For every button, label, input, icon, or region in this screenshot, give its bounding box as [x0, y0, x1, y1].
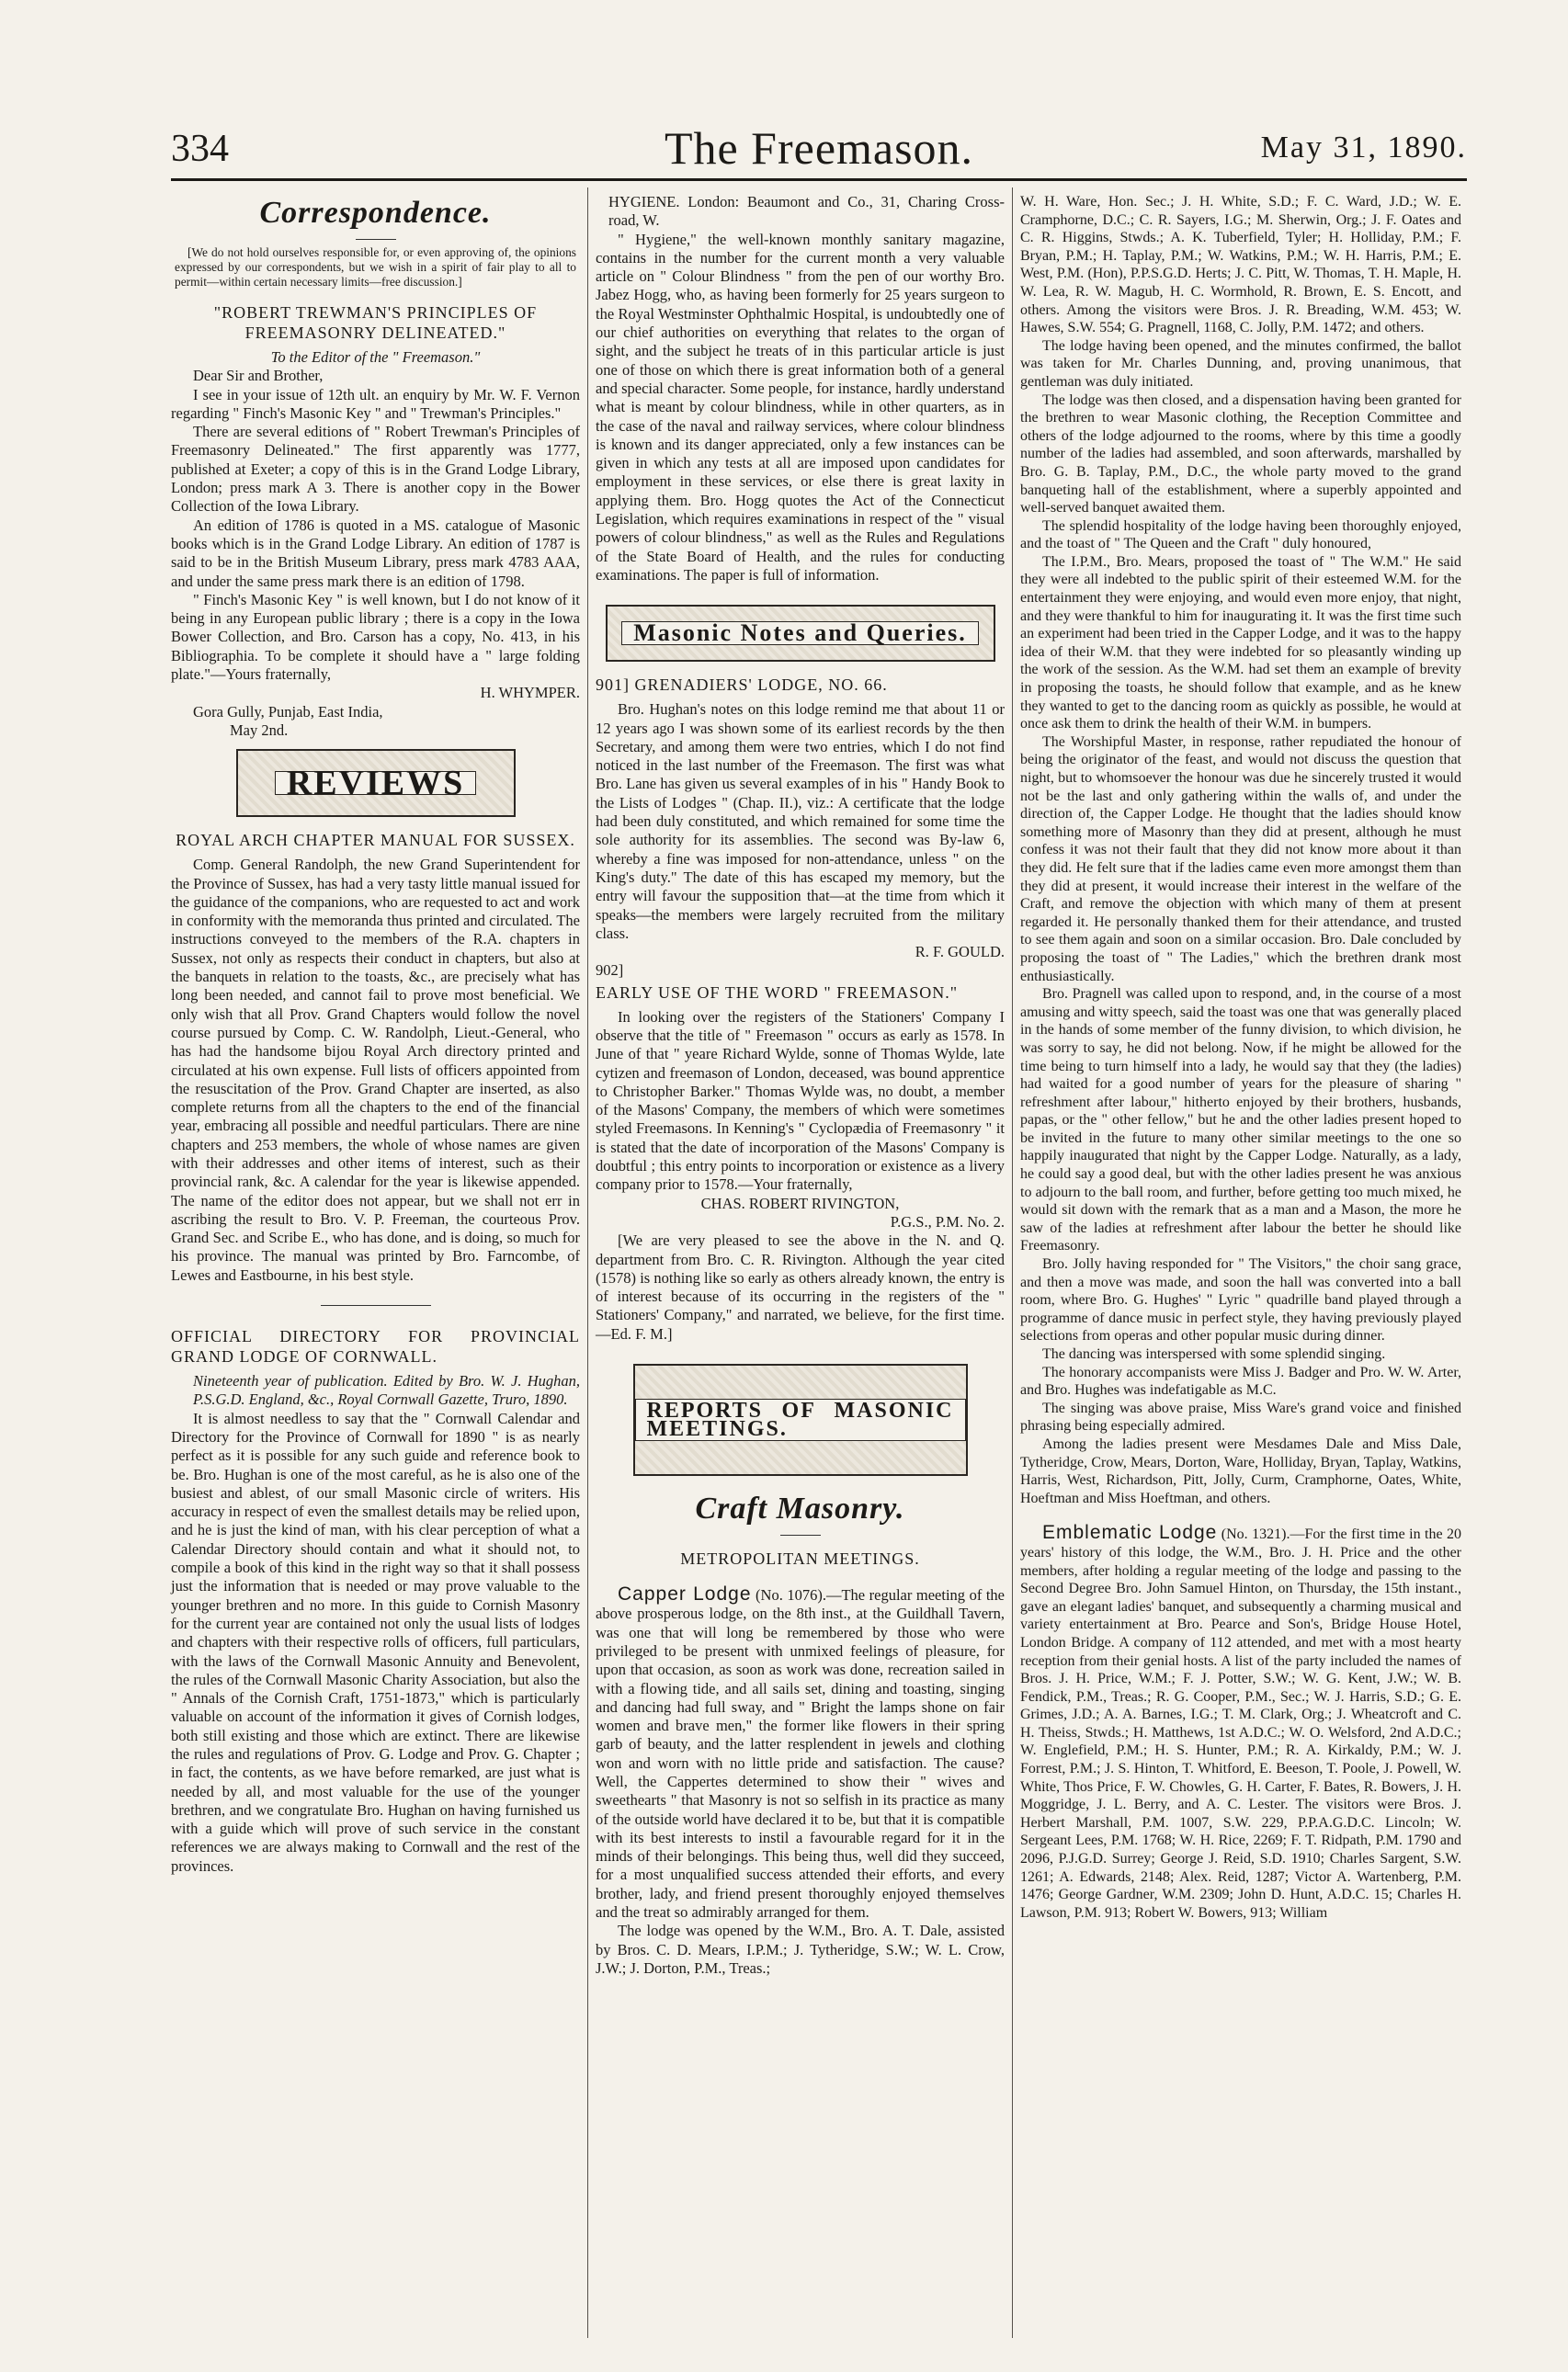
report-paragraph: Bro. Pragnell was called upon to respond, and, in the course of a most amusing and witty speech, said the toast was one that was generally placed in the hands of some member of the funny division, to which division, he was sorry to say, he did not belong. Now, if he might be allowed for the time being to turn himself into a lady, he would say that they (the ladies) had waited for a good number of years for the pleasure of sharing " refreshment after labour," hitherto enjoyed by their brothers, husbands, papas, or the " other fellow," but he and the other ladies present hoped to be invited in the future to many other similar meetings to the one so happily inaugurated that night by the Capper Lodge. Naturally, as a lady, he could say a good deal, but with the other ladies present he was anxious to adjourn to the ball room, and further, before getting too much mixed, he would sit down with the remark that as a man and a Mason, the more he saw of the ladies at refreshment after labour the better he should like Freemasonry. [1020, 986, 1461, 1254]
report-paragraph: The I.P.M., Bro. Mears, proposed the toast of " The W.M." He said they were all indebted to the public spirit of their esteemed W.M. for the entertainment they were enjoying, and would even more enjoy, that night, and they were thankful to him for inaugurating it. It was the first time such an experiment had been tried in the Capper Lodge, and it was to the happy idea of their W.M. that they were indebted for so pleasantly winding up the work of the session. As the W.M. had set them an example of brevity in proposing the toasts, he should follow that example, and as he knew they wanted to get to the dancing room as quickly as possible, he would at once ask them to drink the health of their W.M. in bumpers. [1020, 553, 1461, 732]
divider [356, 239, 396, 240]
craft-masonry-heading: Craft Masonry. [695, 1492, 905, 1526]
letter-place: Gora Gully, Punjab, East India, [193, 702, 383, 721]
report-paragraph: Among the ladies present were Mesdames Dale and Miss Dale, Tytheridge, Crow, Mears, Dorton, Ware, Holliday, Bryan, Taplay, Watkins, Harris, West, Richardson, Pitt, Jolly, Curm, Cramphorne, Oates, White, Hoeftman and Miss Hoeftman, and others. [1020, 1436, 1461, 1506]
query-heading: EARLY USE OF THE WORD " FREEMASON." [596, 982, 959, 1002]
salutation: Dear Sir and Brother, [193, 367, 324, 385]
query-signature: R. F. GOULD. [915, 943, 1005, 961]
report-paragraph: The dancing was interspersed with some splendid singing. [1042, 1346, 1386, 1362]
section-heading: METROPOLITAN MEETINGS. [680, 1549, 920, 1569]
report-paragraph: The Worshipful Master, in response, rather repudiated the honour of being the originator of the feast, and would not discuss the question that night, but to whomsoever the honour was due he sincerely trusted it would not be the last and only gathering within the walls of, and under the direction of, the Capper Lodge. He thought that the ladies should know something more of Masonry than they did at present, although he must confess it was not their fault that they did not know more about it than they did. He felt sure that if the ladies came even more amongst them than they did at present, it would increase their interest in the welfare of the Craft, and remove the objection with which many of them at present regarded it. He personally thanked them for their attendance, and trusted to see them again and soon on a similar occasion. Bro. Dale concluded by proposing the toast of " The Ladies," which the brethren drank most enthusiastically. [1020, 733, 1461, 984]
reports-banner [633, 1364, 968, 1476]
query-text: In looking over the registers of the Stationers' Company I observe that the title of " Freemason " occurs as early as 1578. In June of that " yeare Richard Wylde, sonne of Thomas Wylde, late cytizen and freemason of London, deceased, was bound apprentice to Christopher Barker." Thomas Wylde was, no doubt, a member of the Masons' Company, the members of which were sometimes styled Freemasons. In Kenning's " Cyclopædia of Freemasonry " it is stated that the date of incorporation of the Masons' Company is doubtful ; this entry points to incorporation or existence as a livery company prior to 1578.—Your fraternally, [596, 1007, 1005, 1194]
report-paragraph: W. H. Ware, Hon. Sec.; J. H. White, S.D.; F. C. Ward, J.D.; W. E. Cramphorne, D.C.; C. R. Sayers, I.G.; M. Sherwin, Org.; J. F. Oates and C. R. Higgins, Stwds.; A. K. Tuberfield, Tyler; H. Holliday, P.M.; F. Bryan, P.M.; H. Taplay, P.M.; W. Watkins, P.M.; W. H. Harris, P.M.; E. West, P.M. (Hon), P.P.S.G.D. Herts; J. C. Pitt, W. Thomas, T. H. Maple, H. W. Lea, R. W. Magub, H. C. Wormhold, R. Brown, E. S. Encott, and others. Among the visitors were Bros. J. R. Breading, W.M. 453; W. Hawes, S.W. 554; G. Pragnell, 1168, C. Jolly, P.M. 1472; and others. [1020, 194, 1461, 336]
review-text: It is almost needless to say that the " Cornwall Calendar and Directory for the Province of Cornwall for 1890 " is as nearly perfect as it is possible for any such guide and reference book to be. Bro. Hughan is one of the most careful, as he is also one of the busiest and ablest, of our small Masonic circle of writers. His accuracy in respect of even the smallest details may be relied upon, and he is just the kind of man, with his clear perception of what a Calendar Directory should contain and what it should not, to compile a book of this kind in the right way so that it shall possess just the information that is needed or may prove valuable to the younger brethren and no more. In this guide to Cornish Masonry for the current year are contained not only the usual lists of lodges and chapters with their respective rolls of officers, full particulars, with the laws of the Cornwall Masonic Annuity and Benevolent, the rules of the Cornwall Masonic Charity Association, but also the " Annals of the Cornish Craft, 1751-1873," which is particularly valuable on account of the information it gives of Cornish lodges, both still existing and those which are extinct. There are likewise the rules and regulations of Prov. G. Lodge and Prov. G. Chapter ; in fact, the contents, as we have before remarked, are just what is needed by all, and most valuable for the use of the younger brethren, and we congratulate Bro. Hughan on having furnished us with a guide which will prove of such service in the constant references we are always making to Cornwall and the rest of the provinces. [171, 1409, 580, 1875]
query-signature-title: P.G.S., P.M. No. 2. [890, 1212, 1005, 1231]
reviews-banner-text: REVIEWS [275, 771, 477, 795]
notes-queries-banner-text: Masonic Notes and Queries. [621, 621, 979, 645]
review-subtitle: Nineteenth year of publication. Edited by Bro. W. J. Hughan, P.S.G.D. England, &c., Royal Cornwall Gazette, Truro, 1890. [193, 1372, 580, 1409]
report-paragraph: Bro. Jolly having responded for " The Visitors," the choir sang grace, and then a move was made, and soon the hall was converted into a ball room, where Bro. G. Hughes' " Lyric " quadrille band played through a programme of dance music in perfect style, they having previously played selections from operas and other popular music during dinner. [1020, 1256, 1461, 1345]
column-1 [171, 193, 580, 1876]
report-paragraph: The lodge having been opened, and the minutes confirmed, the ballot was taken for Mr. Charles Dunning, and, proving unanimous, that gentleman was duly initiated. [1020, 337, 1461, 390]
query-number: 902] [596, 961, 624, 980]
report-paragraph: The honorary accompanists were Miss J. Badger and Pro. W. W. Arter, and Bro. Hughes was indefatigable as M.C. [1020, 1364, 1461, 1399]
review-title: HYGIENE. London: Beaumont and Co., 31, Charing Cross-road, W. [608, 193, 1005, 230]
issue-date: May 31, 1890. [1260, 131, 1467, 165]
correspondence-heading: Correspondence. [259, 196, 492, 230]
divider [321, 1305, 431, 1306]
report-paragraph: The lodge was then closed, and a dispensation having been granted for the brethren to wear Masonic clothing, the Reception Committee and others of the lodge adjourned to the rooms, where by this time a goodly number of the ladies had assembled, and soon afterwards, marshalled by Bro. G. B. Taplay, P.M., D.C., the whole party moved to the grand banqueting hall of the establishment, where a superbly appointed and well-served banquet awaited them. [1020, 392, 1461, 516]
editorial-disclaimer: [We do not hold ourselves responsible for, or even approving of, the opinions expressed by our correspondents, but we wish in a spirit of fair play to all to permit—within certain necessary limits—free discussion.] [175, 245, 576, 289]
page-number: 334 [171, 128, 229, 170]
query-signature: CHAS. ROBERT RIVINGTON, [700, 1194, 900, 1212]
lodge-name: Emblematic Lodge [1042, 1522, 1218, 1544]
to-editor: To the Editor of the " Freemason." [270, 348, 481, 366]
page-header [171, 118, 1467, 175]
letter-paragraph: An edition of 1786 is quoted in a MS. catalogue of Masonic books which is in the Grand Lodge Library. An edition of 1787 is said to be in the British Museum Library, press mark 4783 AAA, and under the same press mark there is an edition of 1798. [171, 516, 580, 590]
review-title: ROYAL ARCH CHAPTER MANUAL FOR SUSSEX. [176, 831, 575, 850]
query-heading: 901] GRENADIERS' LODGE, NO. 66. [596, 675, 888, 695]
column-2 [596, 193, 1005, 1978]
header-rule [171, 178, 1467, 181]
reviews-banner [236, 749, 516, 817]
divider [780, 1535, 821, 1536]
editor-note: [We are very pleased to see the above in the N. and Q. department from Bro. C. R. Rivington. Although the year cited (1578) is nothing like so early as others already known, the entry is of interest because of its occurring in the registers of the " Stationers' Company," and narrated, we believe, for the first time.—Ed. F. M.] [596, 1231, 1005, 1343]
letter-paragraph: I see in your issue of 12th ult. an enquiry by Mr. W. F. Vernon regarding " Finch's Masonic Key " and " Trewman's Principles." [171, 385, 580, 422]
letter-title: "ROBERT TREWMAN'S PRINCIPLES OF FREEMASONRY DELINEATED." [213, 303, 538, 342]
letter-date: May 2nd. [230, 721, 289, 739]
lodge-name: Capper Lodge [618, 1583, 752, 1606]
letter-paragraph: There are several editions of " Robert Trewman's Principles of Freemasonry Delineated." The first apparently was 1777, published at Exeter; a copy of this is in the Grand Lodge Library, London; press mark A 3. There is another copy in the Bower Collection of the Iowa Library. [171, 423, 580, 516]
review-text: Comp. General Randolph, the new Grand Superintendent for the Province of Sussex, has had a very tasty little manual issued for the guidance of the companions, who are requested to act and work in conformity with the memoranda thus printed and circulated. The instructions conveyed to the members of the R.A. chapters in Sussex, not only as respects their conduct in chapters, but also at the banquets in relation to the toasts, &c., are precisely what has long been needed, and cannot fail to prove most beneficial. We only wish that all Prov. Grand Chapters would follow the novel course pursued by Comp. C. W. Randolph, Lieut.-General, who has had the handsome bijou Royal Arch directory printed and circulated at his own expense. Full lists of officers appointed from the resuscitation of the Prov. Grand Chapter are inserted, as also complete returns from all the chapters to the end of the financial year, embracing all possible and needful particulars. There are nine chapters and 253 members, the whole of whose names are given with their addresses and other items of interest, such as their provincial rank, &c. A calendar for the year is likewise appended. The name of the editor does not appear, but we shall not err in ascribing the result to Bro. V. P. Freeman, the courteous Prov. Grand Sec. and Scribe E., who has done, and is doing, so much for his province. The manual was printed by Bro. Farncombe, of Lewes and Eastbourne, in his best style. [171, 856, 580, 1284]
reports-banner-text: REPORTS OF MASONIC MEETINGS. [635, 1399, 966, 1442]
lodge-report: The lodge was opened by the W.M., Bro. A. T. Dale, assisted by Bros. C. D. Mears, I.P.M.; J. Tytheridge, S.W.; W. L. Crow, J.W.; J. Dorton, P.M., Treas.; [596, 1922, 1005, 1977]
report-paragraph: The singing was above praise, Miss Ware's grand voice and finished phrasing being especially admired. [1020, 1400, 1461, 1435]
lodge-report: (No. 1076).—The regular meeting of the above prosperous lodge, on the 8th inst., at the Guildhall Tavern, was one that will long be remembered by those who were privileged to be present with unmixed feelings of pleasure, for upon that occasion, as soon as work was done, recreation sailed in with a flowing tide, and all sails set, dining and toasting, singing and dancing had full sway, and " Bright the lamps shone on fair women and brave men," the former like flowers in their spring garb of beauty, and the latter resplendent in jewels and clothing won and worn with no little pride and satisfaction. The cause? Well, the Cappertes determined to show their " wives and sweethearts " that Masonry is not so selfish in its practice as many of the outside world have declared it to be, but that it is compatible with its best interests to instil a favourable regard for it in the minds of their belongings. This being thus, well did they succeed, for a most unqualified success attended their efforts, and every brother, lady, and friend present thoroughly enjoyed themselves and the treat so admirably arranged for them. [596, 1586, 1005, 1922]
column-3 [1020, 193, 1461, 1922]
review-text: " Hygiene," the well-known monthly sanitary magazine, contains in the number for the current month a very valuable article on " Colour Blindness " from the pen of our worthy Bro. Jabez Hogg, who, as having been formerly for 25 years surgeon to the Royal Westminster Ophthalmic Hospital, is undoubtedly one of our chief authorities on everything that relates to the organ of sight, and the subject he treats of in this particular article is just one of those on which there is great information both of a general and special character. Some people, for instance, hardly understand what is meant by colour blindness, while in other quarters, as in the case of the naval and railway services, where colour blindness is known and its danger appreciated, only a few instances can be given in which any tests at all are imposed upon candidates for employment in these services, or else there is great laxity in applying them. Bro. Hogg quotes the Act of the Connecticut Legislation, which requires examinations in respect of the " visual powers of colour blindness," as well as the Rules and Regulations of the State Board of Health, and the rules for conducting examinations. The paper is full of information. [596, 230, 1005, 584]
column-divider [1012, 187, 1013, 2338]
notes-queries-banner [606, 605, 995, 662]
query-text: Bro. Hughan's notes on this lodge remind me that about 11 or 12 years ago I was shown some of its earliest records by the then Secretary, and among them were two entries, which I do not find noticed in the last number of the Freemason. The first was what Bro. Lane has given us several examples of in his " Handy Book to the Lists of Lodges " (Chap. II.), viz.: A certificate that the lodge had been duly constituted, and which remained for some time the sole authority for its assemblies. The second was By-law 6, whereby a fine was imposed for non-attendance, unless " on the King's duty." The date of this has escaped my memory, but the entry will favour the supposition that—at the time from which it speaks—the members were largely recruited from the military class. [596, 700, 1005, 942]
lodge-report: (No. 1321).—For the first time in the 20 years' history of this lodge, the W.M., Bro. J. H. Price and the other members, after holding a regular meeting of the lodge and passing to the Second Degree Bro. John Samuel Hinton, on Thursday, the 15th instant., gave an elegant ladies' banquet, and subsequently a charming musical and variety entertainment at Bro. Pearce and Son's, Bridge House Hotel, London Bridge. A company of 112 attended, and met with a most hearty reception from their genial hosts. A list of the party included the names of Bros. J. H. Price, W.M.; F. J. Potter, S.W.; W. G. Kent, J.W.; W. B. Fendick, P.M., Treas.; R. G. Cooper, P.M., Sec.; W. J. Harris, S.D.; G. E. Grimes, J.D.; A. A. Barnes, I.G.; T. M. Clark, Org.; J. Wheatcroft and C. H. Theiss, Stwds.; H. Matthews, 1st A.D.C.; W. O. Welsford, 2nd A.D.C.; W. Englefield, P.M.; H. S. Hunter, P.M.; R. A. Kirkaldy, P.M.; W. J. Forrest, P.M.; J. S. Hinton, T. Whitford, E. Beeson, T. Poole, J. Powell, W. White, Thos Price, F. W. Chowles, G. H. Carter, F. Bates, R. Bowers, J. H. Moggridge, J. L. Berry, and A. C. Lester. The visitors were Bros. J. Herbert Marshall, P.M. 1007, S.W. 229, P.P.A.G.D.C. Lincoln; W. Sergeant Lees, P.M. 1768; W. H. Rice, 2269; F. T. Ridpath, P.M. 1790 and 2096, P.J.G.D. Surrey; George J. Reid, S.D. 1910; Charles Sargent, S.W. 1261; A. Edwards, 2148; Alex. Reid, 1287; Victor A. Wartenberg, P.M. 1476; George Gardner, W.M. 2309; John D. Hunt, A.D.C. 15; Charles H. Lawson, P.M. 913; Robert W. Bowers, 913; William [1020, 1526, 1461, 1921]
newspaper-title: The Freemason. [664, 122, 974, 174]
letter-paragraph: " Finch's Masonic Key " is well known, but I do not know of it being in any European public library ; there is a copy in the Iowa Bower Collection, and Bro. Carson has a copy, No. 413, in his Bibliographia. To be complete it should have a " large folding plate."—Yours fraternally, [171, 590, 580, 684]
column-divider [587, 187, 588, 2338]
review-title: OFFICIAL DIRECTORY FOR PROVINCIAL GRAND LODGE OF CORNWALL. [171, 1327, 580, 1367]
report-paragraph: The splendid hospitality of the lodge having been thoroughly enjoyed, and the toast of " The Queen and the Craft " duly honoured, [1020, 517, 1461, 552]
letter-signature: H. WHYMPER. [480, 684, 580, 702]
